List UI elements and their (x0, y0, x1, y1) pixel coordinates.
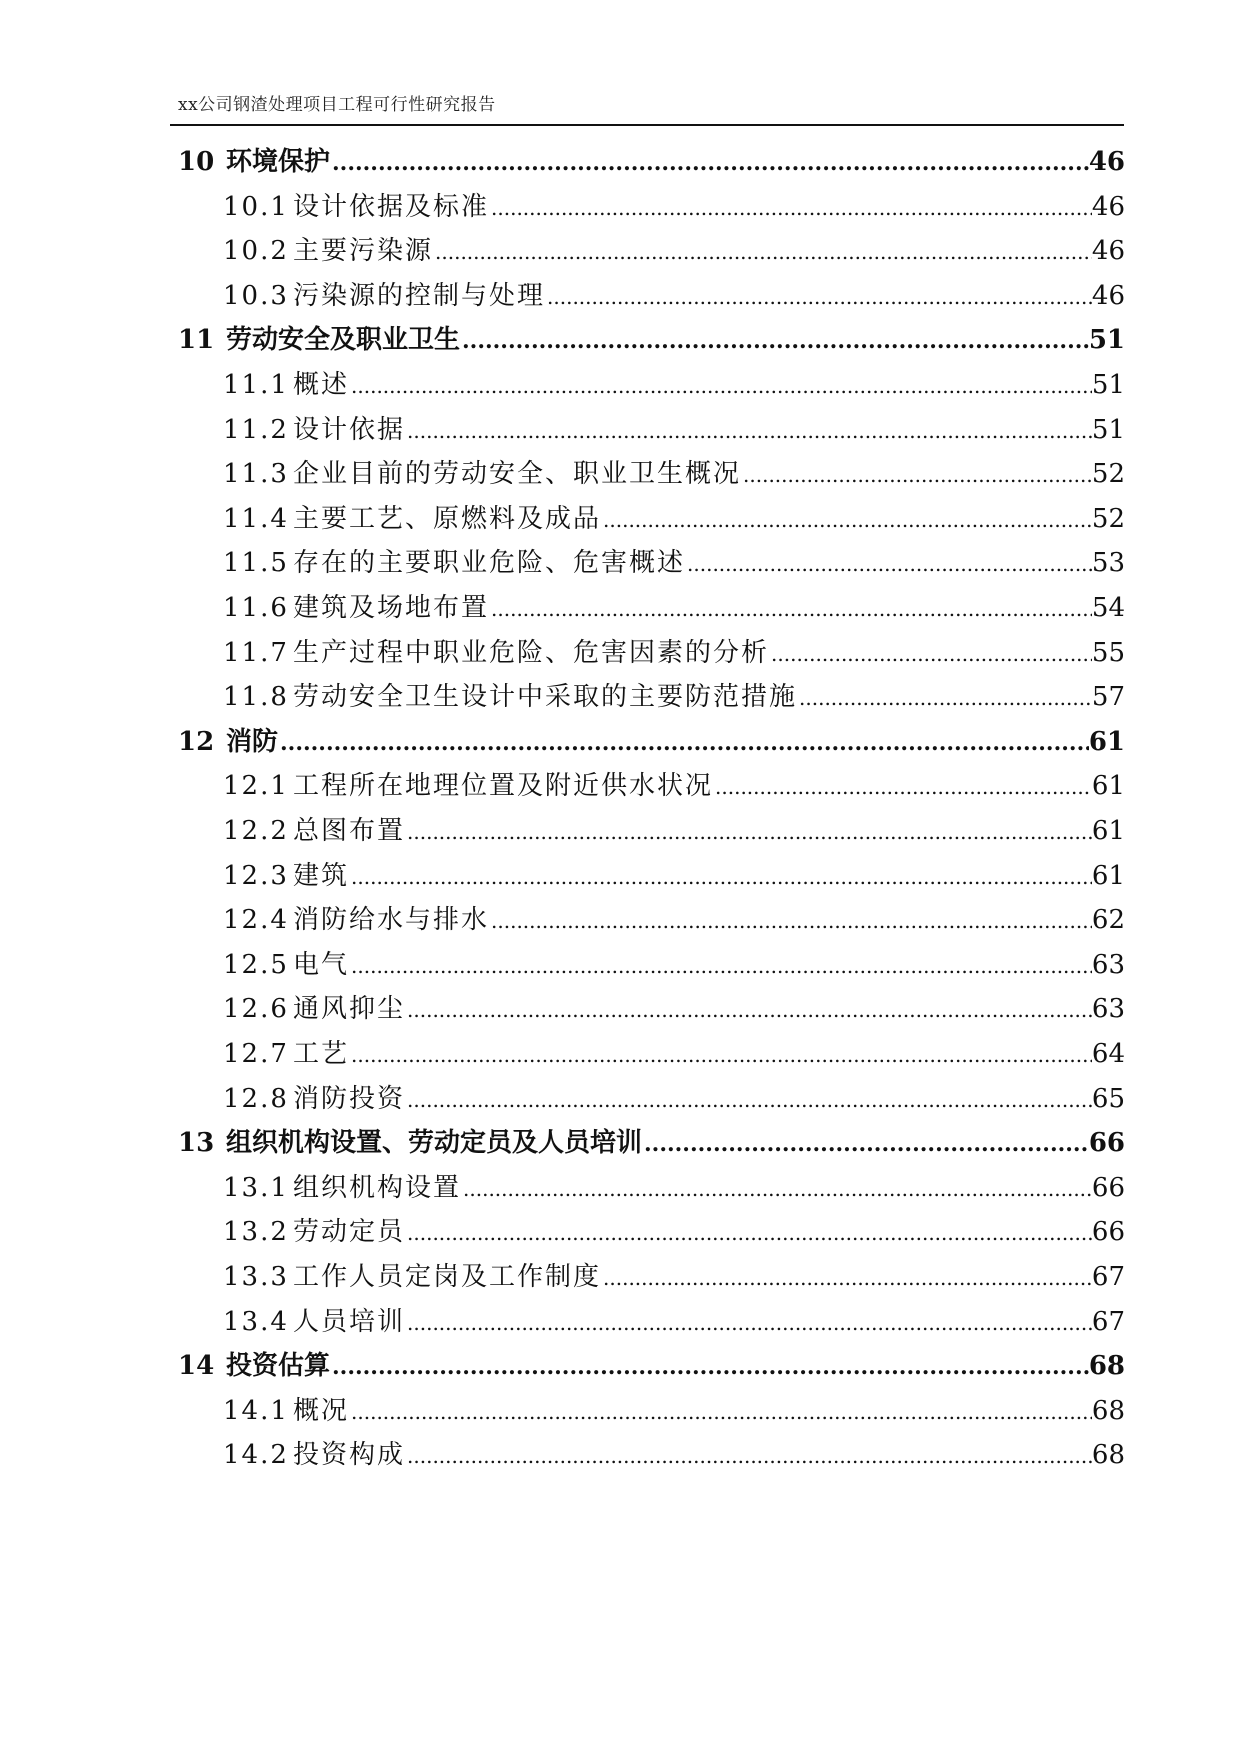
toc-dot-leader (351, 944, 1092, 987)
toc-entry-title: 消防给水与排水 (293, 905, 490, 936)
toc-entry-page-number: 66 (1091, 1217, 1125, 1248)
toc-entry-page-number: 46 (1088, 147, 1125, 177)
toc-section-entry[interactable] (223, 1210, 1125, 1254)
toc-entry-page-number: 61 (1091, 860, 1125, 891)
toc-entry-number: 11 (178, 325, 215, 356)
toc-entry-title: 工艺 (293, 1039, 350, 1069)
toc-dot-leader (407, 409, 1092, 452)
toc-entry-title: 投资构成 (293, 1440, 406, 1471)
toc-entry-title: 劳动安全卫生设计中采取的主要防范措施 (293, 682, 798, 713)
toc-entry-title: 人员培训 (293, 1306, 406, 1337)
toc-dot-leader (407, 810, 1092, 853)
toc-entry-page-number: 51 (1088, 325, 1125, 356)
toc-dot-leader (491, 899, 1092, 942)
toc-section-entry[interactable] (223, 497, 1125, 541)
toc-section-entry[interactable] (223, 1077, 1125, 1121)
toc-section-entry[interactable] (223, 809, 1125, 853)
header-divider (170, 124, 1124, 126)
toc-dot-leader (687, 542, 1092, 585)
toc-entry-page-number: 53 (1091, 548, 1125, 579)
toc-entry-title: 劳动安全及职业卫生 (226, 325, 461, 356)
toc-entry-page-number: 57 (1091, 682, 1125, 713)
toc-dot-leader (644, 1122, 1089, 1165)
toc-section-entry[interactable] (223, 1389, 1125, 1433)
toc-section-entry[interactable] (223, 854, 1125, 898)
toc-chapter-entry[interactable] (178, 1344, 1125, 1388)
toc-entry-title: 主要工艺、原燃料及成品 (293, 503, 602, 534)
toc-entry-number: 12.5 (223, 949, 289, 980)
toc-entry-title: 组织机构设置 (293, 1172, 462, 1203)
toc-entry-title: 消防 (226, 726, 279, 757)
toc-section-entry[interactable] (223, 586, 1125, 630)
toc-entry-title: 概况 (293, 1395, 350, 1426)
toc-section-entry[interactable] (223, 1166, 1125, 1210)
toc-entry-number: 13 (178, 1128, 215, 1159)
toc-entry-number: 11.6 (223, 593, 289, 623)
toc-section-entry[interactable] (223, 363, 1125, 407)
toc-entry-number: 13.3 (223, 1262, 289, 1292)
toc-entry-number: 11.5 (223, 548, 289, 579)
toc-section-entry[interactable] (223, 1255, 1125, 1299)
toc-entry-page-number: 63 (1091, 949, 1125, 980)
toc-entry-title: 建筑 (293, 860, 350, 891)
toc-entry-number: 12.7 (223, 1039, 289, 1069)
toc-entry-page-number: 51 (1091, 414, 1125, 445)
toc-entry-number: 11.2 (223, 414, 289, 445)
toc-entry-page-number: 67 (1091, 1306, 1125, 1337)
toc-entry-title: 环境保护 (226, 147, 331, 177)
toc-entry-page-number: 68 (1088, 1351, 1125, 1382)
toc-entry-number: 10 (178, 147, 215, 177)
toc-entry-page-number: 68 (1091, 1440, 1125, 1471)
toc-entry-title: 生产过程中职业危险、危害因素的分析 (293, 637, 770, 668)
toc-entry-page-number: 54 (1091, 593, 1125, 623)
toc-entry-number: 12.3 (223, 860, 289, 891)
toc-entry-page-number: 61 (1091, 816, 1125, 846)
toc-section-entry[interactable] (223, 764, 1125, 808)
toc-dot-leader (715, 765, 1092, 808)
toc-entry-page-number: 66 (1091, 1172, 1125, 1203)
toc-entry-number: 12 (178, 726, 215, 757)
toc-entry-page-number: 67 (1091, 1262, 1125, 1292)
toc-section-entry[interactable] (223, 631, 1125, 675)
toc-dot-leader (351, 1033, 1092, 1076)
toc-section-entry[interactable] (223, 274, 1125, 318)
toc-entry-title: 工程所在地理位置及附近供水状况 (293, 771, 714, 802)
toc-entry-title: 电气 (293, 949, 350, 980)
toc-dot-leader (491, 587, 1092, 630)
toc-entry-page-number: 62 (1091, 905, 1125, 936)
toc-entry-title: 总图布置 (293, 816, 406, 846)
toc-entry-title: 工作人员定岗及工作制度 (293, 1262, 602, 1292)
toc-entry-title: 污染源的控制与处理 (293, 280, 546, 311)
toc-entry-number: 12.2 (223, 816, 289, 846)
toc-dot-leader (332, 1345, 1089, 1388)
toc-entry-title: 通风抑尘 (293, 994, 406, 1025)
toc-entry-title: 设计依据 (293, 414, 406, 445)
toc-entry-page-number: 52 (1091, 503, 1125, 534)
toc-entry-page-number: 52 (1091, 459, 1125, 490)
toc-dot-leader (743, 453, 1092, 496)
toc-section-entry[interactable] (223, 898, 1125, 942)
toc-dot-leader (332, 141, 1089, 184)
toc-entry-title: 存在的主要职业危险、危害概述 (293, 548, 686, 579)
toc-dot-leader (603, 498, 1092, 541)
toc-entry-number: 14 (178, 1351, 215, 1382)
toc-entry-page-number: 65 (1091, 1083, 1125, 1114)
toc-section-entry[interactable] (223, 452, 1125, 496)
toc-entry-number: 10.2 (223, 236, 289, 267)
toc-dot-leader (547, 275, 1092, 318)
toc-entry-title: 主要污染源 (293, 236, 434, 267)
toc-entry-number: 13.2 (223, 1217, 289, 1248)
toc-entry-number: 10.1 (223, 191, 289, 222)
toc-dot-leader (799, 676, 1092, 719)
toc-entry-number: 11.1 (223, 370, 289, 400)
toc-dot-leader (435, 230, 1092, 273)
toc-entry-page-number: 55 (1091, 637, 1125, 668)
toc-chapter-entry[interactable] (178, 1121, 1125, 1165)
toc-dot-leader (407, 1434, 1092, 1477)
toc-entry-page-number: 64 (1091, 1039, 1125, 1069)
toc-section-entry[interactable] (223, 987, 1125, 1031)
toc-entry-number: 11.3 (223, 459, 289, 490)
toc-section-entry[interactable] (223, 185, 1125, 229)
toc-dot-leader (351, 364, 1092, 407)
toc-chapter-entry[interactable] (178, 720, 1125, 764)
toc-dot-leader (407, 988, 1092, 1031)
toc-entry-title: 企业目前的劳动安全、职业卫生概况 (293, 459, 742, 490)
toc-entry-page-number: 51 (1091, 370, 1125, 400)
toc-entry-page-number: 46 (1091, 236, 1125, 267)
toc-section-entry[interactable] (223, 943, 1125, 987)
toc-section-entry[interactable] (223, 1300, 1125, 1344)
toc-entry-number: 11.4 (223, 503, 289, 534)
toc-section-entry[interactable] (223, 541, 1125, 585)
toc-entry-page-number: 63 (1091, 994, 1125, 1025)
toc-entry-page-number: 61 (1088, 726, 1125, 757)
toc-entry-page-number: 46 (1091, 280, 1125, 311)
toc-entry-page-number: 46 (1091, 191, 1125, 222)
toc-entry-number: 12.6 (223, 994, 289, 1025)
toc-dot-leader (491, 186, 1092, 229)
toc-entry-number: 14.1 (223, 1395, 289, 1426)
toc-entry-number: 12.8 (223, 1083, 289, 1114)
toc-dot-leader (407, 1211, 1092, 1254)
toc-entry-page-number: 66 (1088, 1128, 1125, 1159)
toc-entry-number: 11.7 (223, 637, 289, 668)
toc-dot-leader (280, 721, 1089, 764)
running-header: xx公司钢渣处理项目工程可行性研究报告 (178, 95, 496, 115)
toc-dot-leader (463, 1167, 1092, 1210)
toc-section-entry[interactable] (223, 229, 1125, 273)
toc-section-entry[interactable] (223, 408, 1125, 452)
toc-entry-title: 设计依据及标准 (293, 191, 490, 222)
toc-entry-number: 13.1 (223, 1172, 289, 1203)
toc-dot-leader (351, 855, 1092, 898)
toc-dot-leader (603, 1256, 1092, 1299)
toc-entry-number: 12.1 (223, 771, 289, 802)
toc-entry-title: 投资估算 (226, 1351, 331, 1382)
toc-entry-number: 12.4 (223, 905, 289, 936)
toc-entry-number: 14.2 (223, 1440, 289, 1471)
toc-dot-leader (407, 1078, 1092, 1121)
toc-dot-leader (351, 1390, 1092, 1433)
toc-chapter-entry[interactable] (178, 318, 1125, 362)
toc-entry-title: 劳动定员 (293, 1217, 406, 1248)
toc-entry-title: 消防投资 (293, 1083, 406, 1114)
toc-entry-number: 11.8 (223, 682, 289, 713)
toc-section-entry[interactable] (223, 1433, 1125, 1477)
toc-entry-title: 建筑及场地布置 (293, 593, 490, 623)
toc-section-entry[interactable] (223, 675, 1125, 719)
toc-entry-title: 组织机构设置、劳动定员及人员培训 (226, 1128, 643, 1159)
toc-entry-page-number: 68 (1091, 1395, 1125, 1426)
toc-entry-title: 概述 (293, 370, 350, 400)
toc-section-entry[interactable] (223, 1032, 1125, 1076)
toc-dot-leader (407, 1301, 1092, 1344)
toc-chapter-entry[interactable] (178, 140, 1125, 184)
toc-entry-page-number: 61 (1091, 771, 1125, 802)
toc-entry-number: 10.3 (223, 280, 289, 311)
toc-entry-number: 13.4 (223, 1306, 289, 1337)
toc-dot-leader (771, 632, 1092, 675)
toc-dot-leader (462, 319, 1089, 362)
